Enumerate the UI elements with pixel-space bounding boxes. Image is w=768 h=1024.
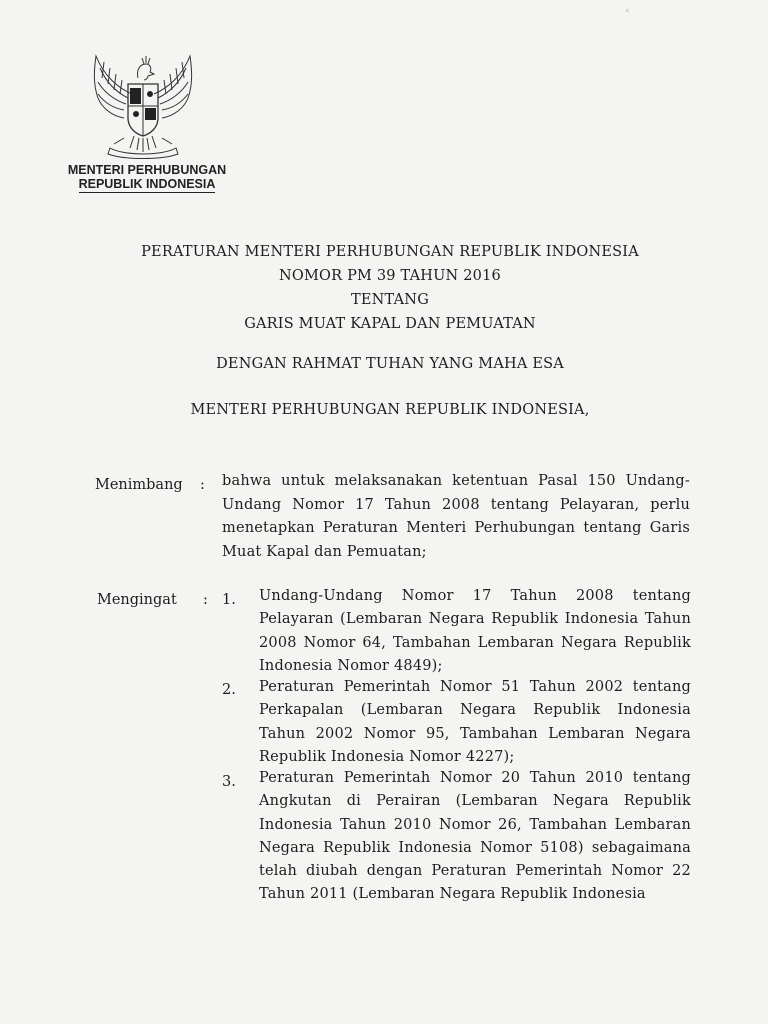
mengingat-label: Mengingat: [97, 592, 177, 608]
title-line3: TENTANG: [351, 292, 429, 308]
item-3-text: Peraturan Pemerintah Nomor 20 Tahun 2010 tentang Angkutan di Perairan (Lembaran Negara Republik Indonesia Tahun 2010 Nomor 26, Tambahan Lembaran Negara Republik Indonesia Nomor 5108) sebagaimana telah diubah dengan Peraturan Pemerintah Nomor 22 Tahun 2011 (Lembaran Negara Republik Indonesia: [259, 770, 691, 903]
authority-line: MENTERI PERHUBUNGAN REPUBLIK INDONESIA,: [190, 402, 590, 418]
ministry-line2: REPUBLIK INDONESIA: [78, 177, 216, 191]
title-line1: PERATURAN MENTERI PERHUBUNGAN REPUBLIK INDONESIA: [141, 244, 639, 260]
item-1-text: Undang-Undang Nomor 17 Tahun 2008 tentang Pelayaran (Lembaran Negara Republik Indonesia Tahun 2008 Nomor 64, Tambahan Lembaran Negara Republik Indonesia Nomor 4849);: [259, 588, 691, 674]
title-line2: NOMOR PM 39 TAHUN 2016: [279, 268, 501, 284]
ministry-line1: MENTERI PERHUBUNGAN: [67, 163, 227, 177]
mengingat-colon: :: [203, 592, 208, 608]
blessing-line: DENGAN RAHMAT TUHAN YANG MAHA ESA: [216, 356, 564, 372]
garuda-emblem-icon: [84, 48, 202, 160]
scan-mark: ꜀: [626, 3, 630, 14]
ministry-header: [62, 163, 232, 193]
item-2-number: 2.: [222, 682, 236, 698]
item-1-number: 1.: [222, 592, 236, 608]
regulation-title: [90, 240, 690, 336]
menimbang-text: bahwa untuk melaksanakan ketentuan Pasal 150 Undang-Undang Nomor 17 Tahun 2008 tentang Pelayaran, perlu menetapkan Peraturan Menteri Perhubungan tentang Garis Muat Kapal dan Pemuatan;: [222, 473, 690, 560]
item-2-text: Peraturan Pemerintah Nomor 51 Tahun 2002 tentang Perkapalan (Lembaran Negara Republik Indonesia Tahun 2002 Nomor 95, Tambahan Lembaran Negara Republik Indonesia Nomor 4227);: [259, 679, 691, 765]
menimbang-colon: :: [200, 477, 205, 493]
menimbang-label: Menimbang: [95, 477, 183, 493]
title-line4: GARIS MUAT KAPAL DAN PEMUATAN: [244, 316, 536, 332]
item-3-number: 3.: [222, 774, 236, 790]
